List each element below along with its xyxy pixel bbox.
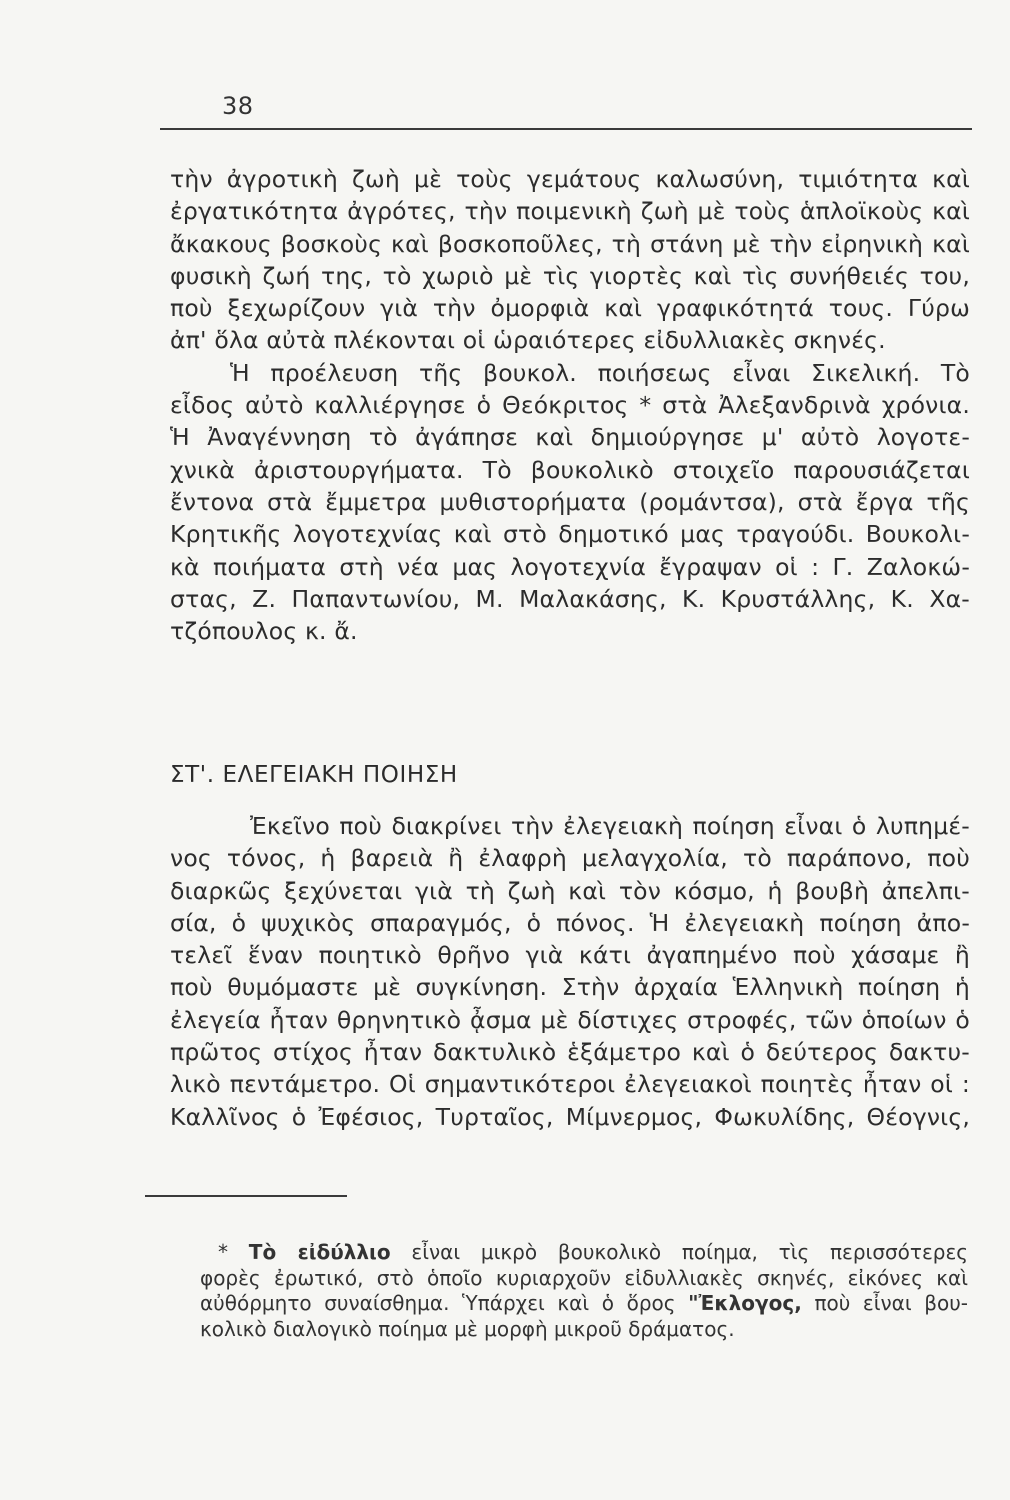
footnote-line: κολικὸ διαλογικὸ ποίημα μὲ μορφὴ μικροῦ δράματος. [200,1316,735,1341]
text-line: εἶδος αὐτὸ καλλιέργησε ὁ Θεόκριτος * στὰ Ἀλεξανδρινὰ χρόνια. [170,391,970,420]
footnote-term: "Ἐκλογος, [688,1291,802,1315]
text-line: ἄκακους βοσκοὺς καὶ βοσκοποῦλες, τὴ στάνη μὲ τὴν εἰρηνικὴ καὶ [170,229,970,258]
text-line: ποὺ θυμόμαστε μὲ συγκίνηση. Στὴν ἀρχαία Ἑλληνικὴ ποίηση ἡ [170,973,970,1002]
text-line: ἐλεγεία ἦταν θρηνητικὸ ᾆσμα μὲ δίστιχες στροφές, τῶν ὁποίων ὁ [170,1005,970,1034]
footnote-line [200,1240,968,1266]
text-line: στας, Ζ. Παπαντωνίου, Μ. Μαλακάσης, Κ. Κρυστάλλης, Κ. Χα- [170,584,970,613]
text-line: λικὸ πεντάμετρο. Οἱ σημαντικότεροι ἐλεγειακοὶ ποιητὲς ἦταν οἱ : [170,1070,970,1099]
text-line: ποὺ ξεχωρίζουν γιὰ τὴν ὀμορφιὰ καὶ γραφικότητά τους. Γύρω [170,294,970,323]
text-line: χνικὰ ἀριστουργήματα. Τὸ βουκολικὸ στοιχεῖο παρουσιάζεται [170,455,970,484]
text-line: διαρκῶς ξεχύνεται γιὰ τὴ ζωὴ καὶ τὸν κόσμο, ἡ βουβὴ ἀπελπι- [170,876,970,905]
footnote-text: αὐθόρμητο συναίσθημα. Ὑπάρχει καὶ ὁ ὅρος [200,1291,676,1315]
text-line: φυσικὴ ζωή της, τὸ χωριὸ μὲ τὶς γιορτὲς καὶ τὶς συνήθειές του, [170,261,970,290]
text-line: ἀπ' ὅλα αὐτὰ πλέκονται οἱ ὡραιότερες εἰδυλλιακὲς σκηνές. [170,326,886,355]
footnote-marker: * [218,1240,228,1264]
text-line: Καλλῖνος ὁ Ἐφέσιος, Τυρταῖος, Μίμνερμος, Φωκυλίδης, Θέογνις, [170,1102,970,1131]
footnote [200,1240,968,1342]
footnote-rule [145,1195,347,1197]
header-rule [160,128,972,130]
footnote-line [200,1291,968,1317]
text-line: Ἐκεῖνο ποὺ διακρίνει τὴν ἐλεγειακὴ ποίηση εἶναι ὁ λυπημέ- [250,812,970,840]
text-line: Ἡ Ἀναγέννηση τὸ ἀγάπησε καὶ δημιούργησε μ' αὐτὸ λογοτε- [170,423,970,452]
body-text-bottom [170,810,970,1133]
text-line: τζόπουλος κ. ἄ. [170,617,358,646]
footnote-line: φορὲς ἐρωτικό, στὸ ὁποῖο κυριαρχοῦν εἰδυλλιακὲς σκηνές, εἰκόνες καὶ [200,1265,968,1290]
text-line: πρῶτος στίχος ἦταν δακτυλικὸ ἑξάμετρο καὶ ὁ δεύτερος δακτυ- [170,1038,970,1067]
footnote-term: Τὸ εἰδύλλιο [248,1240,391,1264]
footnote-text: εἶναι μικρὸ βουκολικὸ ποίημα, τὶς περισσότερες [411,1240,969,1264]
text-line: νος τόνος, ἡ βαρειὰ ἢ ἐλαφρὴ μελαγχολία, τὸ παράπονο, ποὺ [170,844,970,873]
footnote-text: ποὺ εἶναι βου- [814,1291,969,1315]
section-heading: ΣΤ'. ΕΛΕΓΕΙΑΚΗ ΠΟΙΗΣΗ [170,762,458,788]
text-line: Ἡ προέλευση τῆς βουκολ. ποιήσεως εἶναι Σικελική. Τὸ [230,358,970,387]
page-number: 38 [222,92,254,120]
body-text-top [170,163,970,647]
text-line: σία, ὁ ψυχικὸς σπαραγμός, ὁ πόνος. Ἡ ἐλεγειακὴ ποίηση ἀπο- [170,908,970,937]
text-line: τὴν ἀγροτικὴ ζωὴ μὲ τοὺς γεμάτους καλωσύνη, τιμιότητα καὶ [170,165,970,193]
text-line: ἐργατικότητα ἀγρότες, τὴν ποιμενικὴ ζωὴ μὲ τοὺς ἁπλοϊκοὺς καὶ [170,197,970,226]
text-line: Κρητικῆς λογοτεχνίας καὶ στὸ δημοτικό μας τραγούδι. Βουκολι- [170,520,970,549]
text-line: κὰ ποιήματα στὴ νέα μας λογοτεχνία ἔγραψαν οἱ : Γ. Ζαλοκώ- [170,552,970,581]
text-line: τελεῖ ἕναν ποιητικὸ θρῆνο γιὰ κάτι ἀγαπημένο ποὺ χάσαμε ἢ [170,941,970,970]
text-line: ἔντονα στὰ ἔμμετρα μυθιστορήματα (ρομάντσα), στὰ ἔργα τῆς [170,487,970,516]
